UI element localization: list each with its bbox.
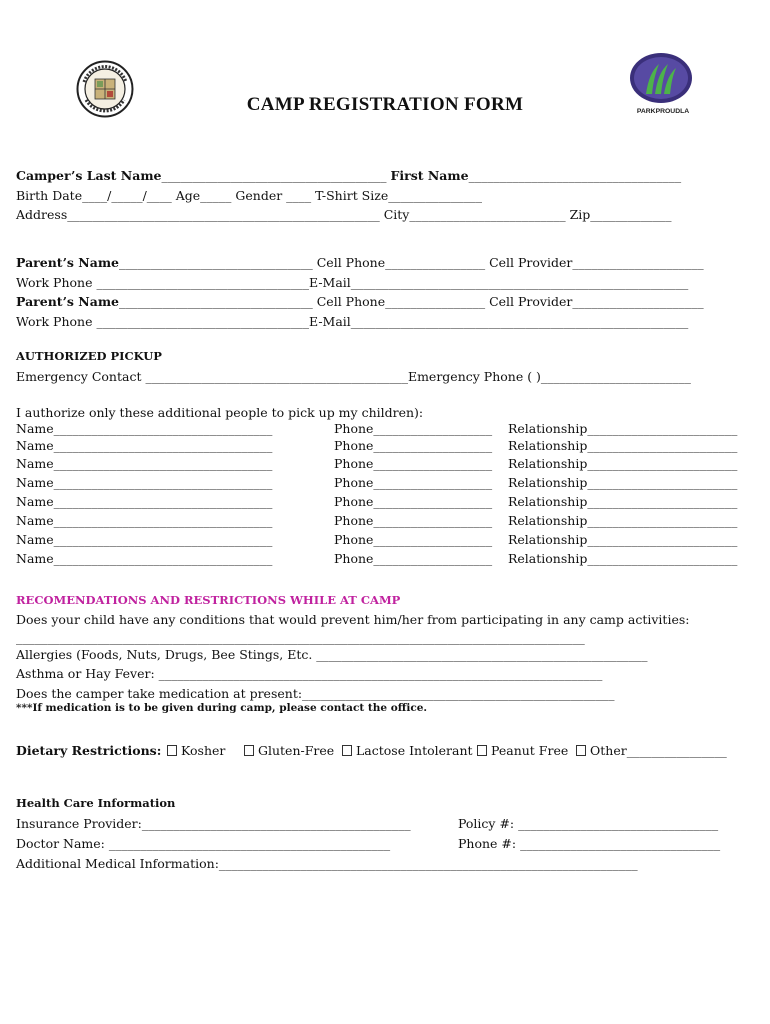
diet-option-label: Lactose Intolerant bbox=[356, 743, 473, 758]
pickup-name-field[interactable]: Name___________________________________ bbox=[16, 421, 273, 436]
pickup-relationship-field[interactable]: Relationship________________________ bbox=[508, 475, 738, 490]
restrictions-heading: RECOMENDATIONS AND RESTRICTIONS WHILE AT CAMP bbox=[16, 593, 401, 607]
birth-date-line[interactable]: Birth Date____/_____/____ Age_____ Gender ____ T-Shirt Size_______________ bbox=[16, 188, 482, 203]
pickup-name-field[interactable]: Name___________________________________ bbox=[16, 456, 273, 471]
medication-line[interactable]: Does the camper take medication at present:__________________________________________________ bbox=[16, 686, 615, 701]
policy-number-line[interactable]: Policy #: ________________________________ bbox=[458, 816, 719, 831]
authorize-statement: I authorize only these additional people to pick up my children): bbox=[16, 405, 424, 420]
doctor-phone-line[interactable]: Phone #: ________________________________ bbox=[458, 836, 721, 851]
conditions-question: Does your child have any conditions that would prevent him/her from participating in any camp activities: bbox=[16, 612, 690, 627]
parent2-name-line[interactable] bbox=[16, 294, 704, 309]
insurance-provider-line[interactable]: Insurance Provider:___________________________________________ bbox=[16, 816, 411, 831]
pickup-relationship-field[interactable]: Relationship________________________ bbox=[508, 456, 738, 471]
diet-option-label: Gluten-Free bbox=[258, 743, 335, 758]
diet-option-gluten-free[interactable] bbox=[244, 743, 334, 758]
diet-option-label: Other________________ bbox=[590, 743, 727, 758]
camper-last-name-field[interactable]: ____________________________________ bbox=[161, 168, 387, 183]
pickup-relationship-field[interactable]: Relationship________________________ bbox=[508, 551, 738, 566]
diet-option-peanut-free[interactable] bbox=[477, 743, 568, 758]
parent2-name-label: Parent’s Name bbox=[16, 294, 120, 309]
pickup-phone-field[interactable]: Phone___________________ bbox=[334, 532, 493, 547]
camper-last-name-label: Camper’s Last Name bbox=[16, 168, 162, 183]
form-title: CAMP REGISTRATION FORM bbox=[246, 94, 524, 115]
pickup-phone-field[interactable]: Phone___________________ bbox=[334, 475, 493, 490]
pickup-relationship-field[interactable]: Relationship________________________ bbox=[508, 421, 738, 436]
pickup-phone-field[interactable]: Phone___________________ bbox=[334, 494, 493, 509]
pickup-name-field[interactable]: Name___________________________________ bbox=[16, 475, 273, 490]
checkbox-icon[interactable] bbox=[576, 745, 586, 756]
doctor-name-line[interactable]: Doctor Name: _____________________________________________ bbox=[16, 836, 391, 851]
diet-option-lactose-intolerant[interactable] bbox=[342, 743, 473, 758]
pickup-phone-field[interactable]: Phone___________________ bbox=[334, 513, 493, 528]
pickup-relationship-field[interactable]: Relationship________________________ bbox=[508, 438, 738, 453]
allergies-line[interactable]: Allergies (Foods, Nuts, Drugs, Bee Stings, Etc. _____________________________________________________ bbox=[16, 647, 648, 662]
pickup-phone-field[interactable]: Phone___________________ bbox=[334, 438, 493, 453]
checkbox-icon[interactable] bbox=[167, 745, 177, 756]
pickup-name-field[interactable]: Name___________________________________ bbox=[16, 551, 273, 566]
asthma-line[interactable]: Asthma or Hay Fever: _______________________________________________________________________ bbox=[16, 666, 603, 681]
emergency-contact-line[interactable]: Emergency Contact __________________________________________Emergency Phone ( )________________________ bbox=[16, 369, 691, 384]
pickup-phone-field[interactable]: Phone___________________ bbox=[334, 456, 493, 471]
pickup-relationship-field[interactable]: Relationship________________________ bbox=[508, 513, 738, 528]
pickup-name-field[interactable]: Name___________________________________ bbox=[16, 532, 273, 547]
pickup-name-field[interactable]: Name___________________________________ bbox=[16, 513, 273, 528]
address-line[interactable]: Address__________________________________________________ City_________________________ Zip_____________ bbox=[16, 207, 672, 222]
parent1-work-line[interactable]: Work Phone __________________________________E-Mail______________________________________________________ bbox=[16, 275, 689, 290]
checkbox-icon[interactable] bbox=[477, 745, 487, 756]
medication-note: ***If medication is to be given during camp, please contact the office. bbox=[16, 702, 428, 714]
pickup-phone-field[interactable]: Phone___________________ bbox=[334, 551, 493, 566]
parent2-fields[interactable]: _______________________________ Cell Phone________________ Cell Provider_____________________ bbox=[119, 294, 704, 309]
parent1-name-label: Parent’s Name bbox=[16, 255, 120, 270]
first-name-label: First Name bbox=[390, 168, 469, 183]
dietary-restrictions-line bbox=[16, 743, 161, 758]
pickup-relationship-field[interactable]: Relationship________________________ bbox=[508, 494, 738, 509]
checkbox-icon[interactable] bbox=[342, 745, 352, 756]
additional-medical-line[interactable]: Additional Medical Information:___________________________________________________________________ bbox=[16, 856, 638, 871]
park-logo-text: PARKPROUDLA bbox=[636, 108, 690, 115]
parent1-fields[interactable]: _______________________________ Cell Phone________________ Cell Provider_____________________ bbox=[119, 255, 704, 270]
pickup-name-field[interactable]: Name___________________________________ bbox=[16, 438, 273, 453]
diet-option-label: Kosher bbox=[181, 743, 226, 758]
authorized-pickup-heading: AUTHORIZED PICKUP bbox=[16, 349, 162, 363]
dietary-label: Dietary Restrictions: bbox=[16, 743, 162, 758]
pickup-phone-field[interactable]: Phone___________________ bbox=[334, 421, 493, 436]
camper-name-line bbox=[16, 168, 681, 183]
diet-option-label: Peanut Free bbox=[491, 743, 569, 758]
checkbox-icon[interactable] bbox=[244, 745, 254, 756]
parent2-work-line[interactable]: Work Phone __________________________________E-Mail______________________________________________________ bbox=[16, 314, 689, 329]
first-name-field[interactable]: __________________________________ bbox=[468, 168, 682, 183]
pickup-relationship-field[interactable]: Relationship________________________ bbox=[508, 532, 738, 547]
parent1-name-line[interactable] bbox=[16, 255, 704, 270]
diet-option-other[interactable] bbox=[576, 743, 727, 758]
pickup-name-field[interactable]: Name___________________________________ bbox=[16, 494, 273, 509]
diet-option-kosher[interactable] bbox=[167, 743, 225, 758]
health-care-heading: Health Care Information bbox=[16, 796, 176, 810]
conditions-field[interactable]: ___________________________________________________________________________________________ bbox=[16, 630, 585, 645]
